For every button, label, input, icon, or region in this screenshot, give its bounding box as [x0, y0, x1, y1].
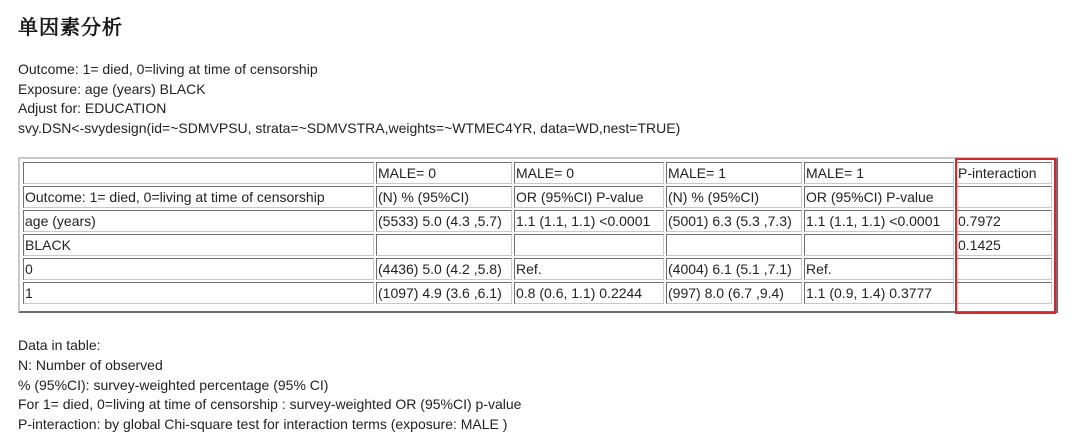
- exposure-line: Exposure: age (years) BLACK: [18, 80, 206, 97]
- table-cell: [23, 162, 374, 184]
- table-cell: Ref.: [514, 258, 664, 280]
- note-p-interaction: P-interaction: by global Chi-square test for interaction terms (exposure: MALE ): [18, 416, 508, 433]
- adjust-line: Adjust for: EDUCATION: [18, 100, 167, 116]
- survey-design-line: svy.DSN<-svydesign(id=~SDMVPSU, strata=~SDMVSTRA,weights=~WTMEC4YR, data=WD,nest=TRUE): [18, 119, 681, 136]
- table-cell: 1.1 (1.1, 1.1) <0.0001: [804, 210, 954, 232]
- table-cell: [514, 234, 664, 256]
- table-notes: [18, 336, 521, 435]
- table-cell: (4436) 5.0 (4.2 ,5.8): [376, 258, 512, 280]
- table-cell: [956, 186, 1052, 208]
- note-or: For 1= died, 0=living at time of censorship : survey-weighted OR (95%CI) p-value: [18, 396, 522, 413]
- results-table-frame: [18, 157, 1058, 313]
- table-row: [23, 186, 1052, 208]
- table-cell: MALE= 0: [376, 162, 512, 184]
- table-cell: 0.8 (0.6, 1.1) 0.2244: [514, 282, 664, 304]
- table-row: [23, 282, 1052, 304]
- table-cell: age (years): [23, 210, 374, 232]
- table-cell: 0: [23, 258, 374, 280]
- table-cell: MALE= 1: [666, 162, 802, 184]
- table-cell: [804, 234, 954, 256]
- table-row: [23, 210, 1052, 232]
- notes-heading: Data in table:: [18, 337, 101, 353]
- table-cell: 0.7972: [956, 210, 1052, 232]
- note-n: N: Number of observed: [18, 356, 163, 373]
- table-cell: [666, 234, 802, 256]
- table-cell: (4004) 6.1 (5.1 ,7.1): [666, 258, 802, 280]
- table-cell: 0.1425: [956, 234, 1052, 256]
- table-row: [23, 234, 1052, 256]
- table-cell: (5001) 6.3 (5.3 ,7.3): [666, 210, 802, 232]
- table-cell: [956, 282, 1052, 304]
- results-table: [21, 160, 1054, 306]
- analysis-description: [18, 60, 680, 138]
- table-cell: (997) 8.0 (6.7 ,9.4): [666, 282, 802, 304]
- table-cell: BLACK: [23, 234, 374, 256]
- table-cell: (5533) 5.0 (4.3 ,5.7): [376, 210, 512, 232]
- table-cell: [956, 258, 1052, 280]
- table-cell: Outcome: 1= died, 0=living at time of censorship: [23, 186, 374, 208]
- note-percent: % (95%CI): survey-weighted percentage (95% CI): [18, 376, 329, 393]
- table-cell: OR (95%CI) P-value: [514, 186, 664, 208]
- table-cell: Ref.: [804, 258, 954, 280]
- table-cell: 1.1 (0.9, 1.4) 0.3777: [804, 282, 954, 304]
- table-row: [23, 258, 1052, 280]
- table-header-row: [23, 162, 1052, 184]
- table-cell: MALE= 1: [804, 162, 954, 184]
- table-cell: OR (95%CI) P-value: [804, 186, 954, 208]
- outcome-line: Outcome: 1= died, 0=living at time of censorship: [18, 61, 318, 77]
- table-cell: (1097) 4.9 (3.6 ,6.1): [376, 282, 512, 304]
- table-cell: P-interaction: [956, 162, 1052, 184]
- page-title: 单因素分析: [18, 15, 123, 39]
- table-cell: (N) % (95%CI): [376, 186, 512, 208]
- table-cell: (N) % (95%CI): [666, 186, 802, 208]
- table-cell: MALE= 0: [514, 162, 664, 184]
- table-cell: 1: [23, 282, 374, 304]
- table-cell: [376, 234, 512, 256]
- table-cell: 1.1 (1.1, 1.1) <0.0001: [514, 210, 664, 232]
